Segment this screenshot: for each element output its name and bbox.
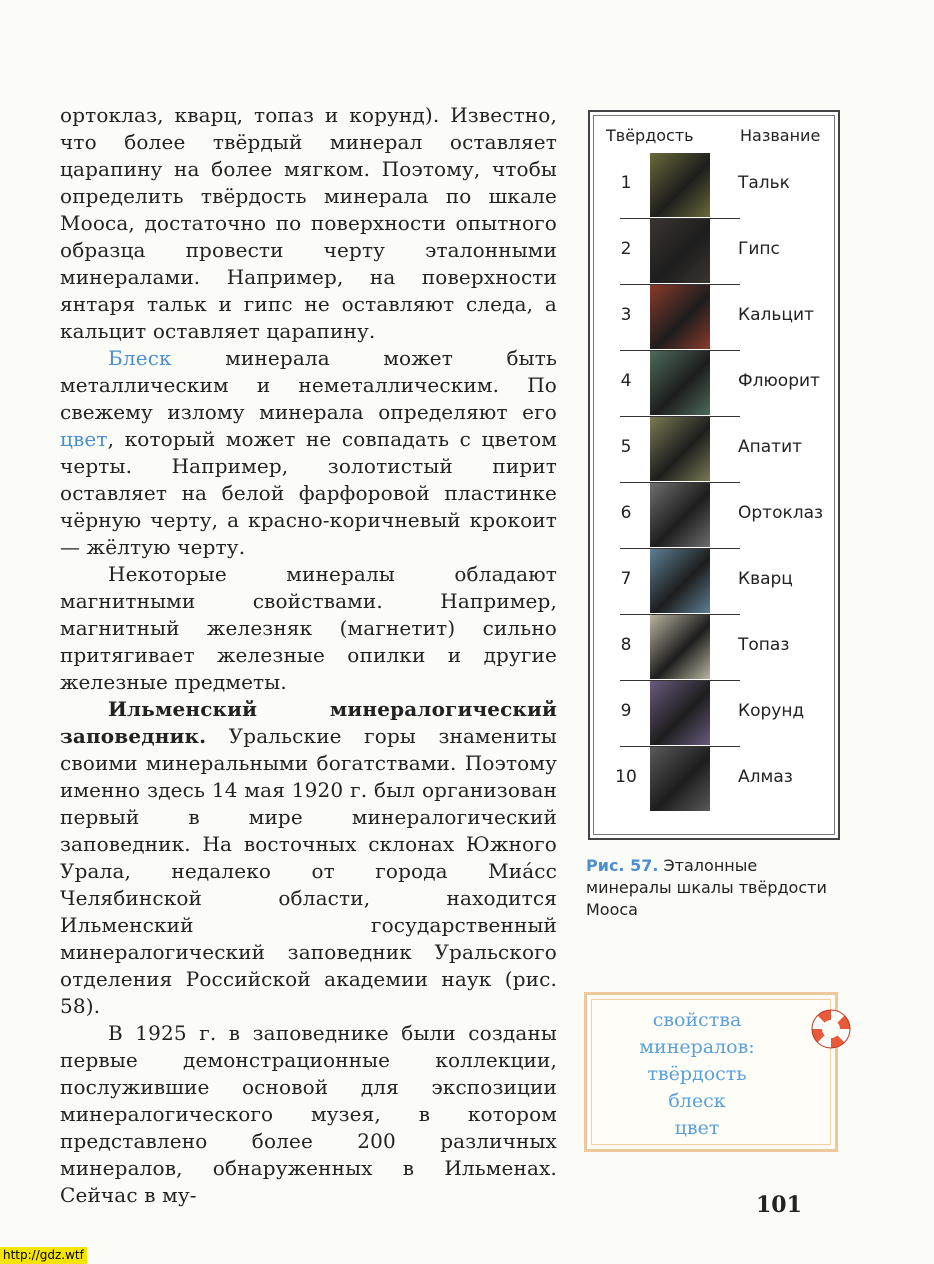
scale-divider — [620, 482, 740, 483]
term-luster: Блеск — [108, 346, 172, 370]
scale-divider — [620, 548, 740, 549]
mineral-name: Апатит — [738, 437, 803, 457]
term-color: цвет — [60, 427, 108, 451]
mineral-name: Тальк — [738, 173, 790, 193]
hardness-value: 5 — [620, 437, 632, 457]
mineral-name: Корунд — [738, 701, 805, 721]
scale-divider — [620, 746, 740, 747]
key-term: цвет — [674, 1117, 720, 1139]
reserve-text: Уральские горы знамениты своими минеральными богатствами. Поэтому именно здесь 14 мая 1920 г. был организован первый в мире минералогический заповедник. На восточных склонах Южного Урала, недалеко от города Миáсс Челябинской области, находится Ильменский государственный минералогический заповедник Уральского отделения Российской академии наук (рис. 58). — [60, 724, 557, 1018]
hardness-value: 9 — [620, 701, 632, 721]
mineral-photo — [650, 681, 710, 745]
main-text — [60, 102, 557, 1209]
mineral-photo — [650, 153, 710, 217]
paragraph-luster-text-b: , который может не совпадать с цветом черты. Например, золотистый пирит оставляет на белой фарфоровой пластинке чёрную черту, а красно-коричневый крокоит — жёлтую черту. — [60, 427, 557, 559]
key-term: блеск — [668, 1090, 726, 1112]
key-term: свойства минералов: — [639, 1009, 755, 1058]
scale-divider — [620, 218, 740, 219]
mohs-scale-figure — [588, 110, 840, 840]
mineral-name: Флюорит — [738, 371, 820, 391]
mineral-photo-strip — [650, 152, 710, 812]
header-hardness: Твёрдость — [606, 126, 694, 145]
hardness-value: 4 — [620, 371, 632, 391]
mineral-name: Топаз — [738, 635, 790, 655]
mineral-name: Кварц — [738, 569, 793, 589]
lifebuoy-icon — [809, 1007, 853, 1051]
mineral-name: Гипс — [738, 239, 780, 259]
mineral-name: Алмаз — [738, 767, 793, 787]
mineral-photo — [650, 549, 710, 613]
mineral-photo — [650, 483, 710, 547]
mineral-photo — [650, 219, 710, 283]
scale-divider — [620, 614, 740, 615]
hardness-value: 10 — [615, 767, 637, 787]
scale-divider — [620, 680, 740, 681]
hardness-value: 6 — [620, 503, 632, 523]
mineral-photo — [650, 615, 710, 679]
caption-text: Эталонные минералы шкалы твёрдости Мооса — [586, 856, 827, 919]
figure-caption — [586, 855, 836, 921]
mineral-name: Ортоклаз — [738, 503, 824, 523]
paragraph-luster-text-a: минерала может быть металлическим и неметаллическим. По свежему излому минерала определяют его — [60, 346, 557, 424]
scale-divider — [620, 350, 740, 351]
key-terms-box — [584, 992, 838, 1152]
mineral-photo — [650, 417, 710, 481]
watermark-link[interactable]: http://gdz.wtf — [0, 1247, 87, 1264]
hardness-value: 7 — [620, 569, 632, 589]
figure-ref: Рис. 57. — [586, 856, 659, 875]
scale-divider — [620, 416, 740, 417]
paragraph-museum: В 1925 г. в заповеднике были созданы первые демонстрационные коллекции, послужившие основой для экспозиции минералогического музея, в котором представлено более 200 различных минералов, обнаруженных в Ильменах. Сейчас в му- — [60, 1021, 557, 1207]
paragraph-reserve — [60, 696, 557, 1020]
hardness-value: 3 — [620, 305, 632, 325]
hardness-value: 1 — [620, 173, 632, 193]
paragraph-luster — [60, 345, 557, 561]
mineral-name: Кальцит — [738, 305, 814, 325]
paragraph-magnetic: Некоторые минералы обладают магнитными свойствами. Например, магнитный железняк (магнетит) сильно притягивает железные опилки и другие железные предметы. — [60, 562, 557, 694]
header-name: Название — [740, 126, 821, 145]
reserve-heading: Ильменский минералогический заповедник. — [60, 697, 557, 748]
mineral-photo — [650, 747, 710, 811]
mineral-photo — [650, 285, 710, 349]
key-term: твёрдость — [647, 1063, 747, 1085]
hardness-value: 8 — [620, 635, 632, 655]
scale-divider — [620, 284, 740, 285]
mineral-photo — [650, 351, 710, 415]
page-number: 101 — [756, 1192, 802, 1218]
key-terms-list — [617, 1007, 777, 1142]
hardness-value: 2 — [620, 239, 632, 259]
paragraph-hardness: ортоклаз, кварц, топаз и корунд). Известно, что более твёрдый минерал оставляет царапину на более мягком. Поэтому, чтобы определить твёрдость минерала по шкале Мооса, достаточно по поверхности опытного образца провести черту эталонными минералами. Например, на поверхности янтаря тальк и гипс не оставляют следа, а кальцит оставляет царапину. — [60, 103, 557, 343]
